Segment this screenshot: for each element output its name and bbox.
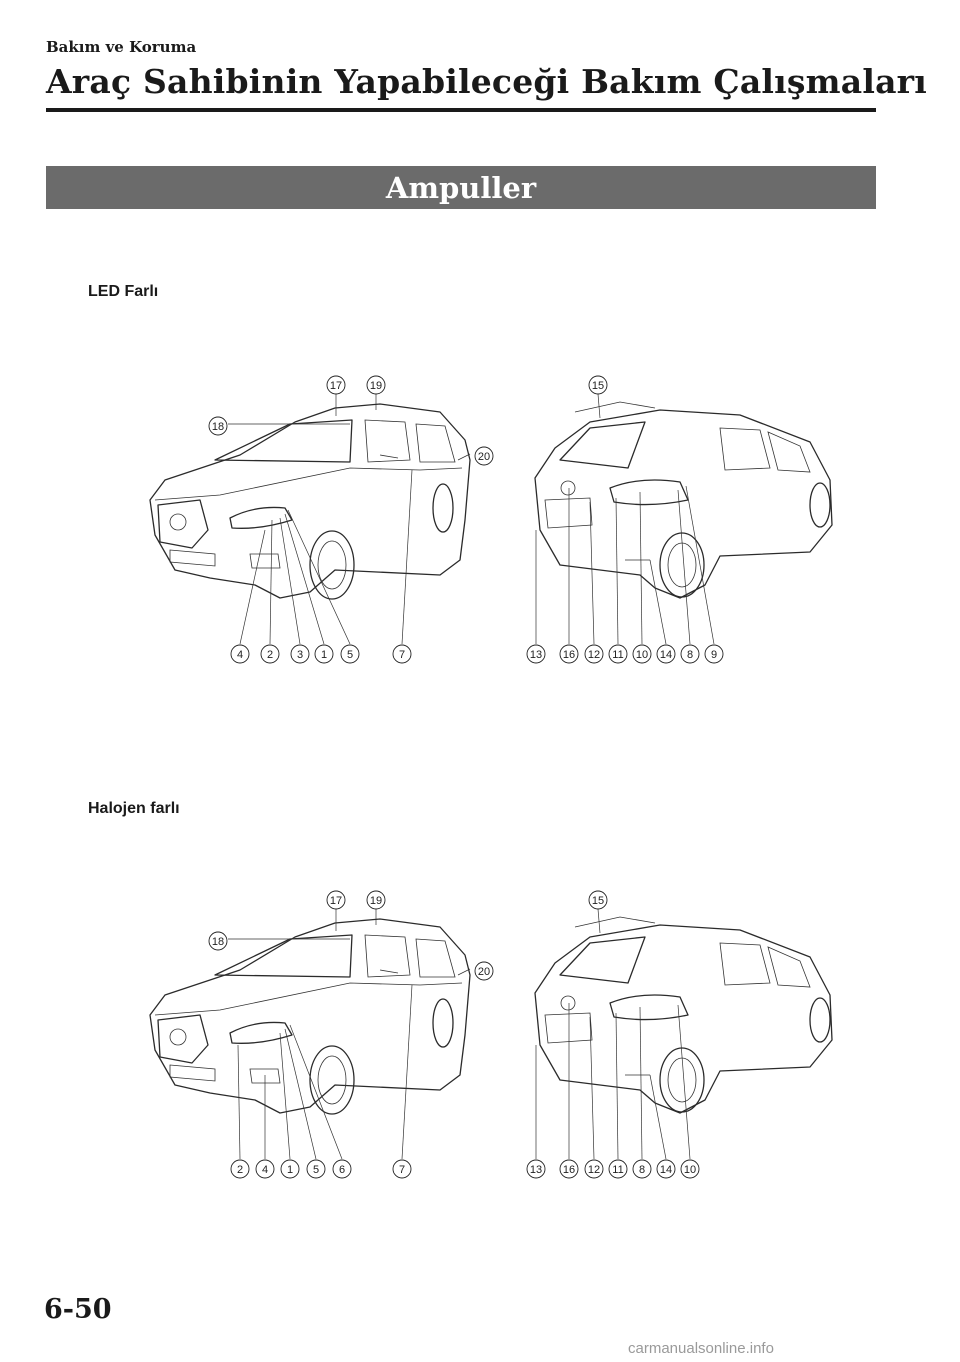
figure-label-led: LED Farlı (88, 283, 159, 300)
callout-number: 16 (562, 649, 576, 661)
bulb-location-diagram-halogen (120, 875, 840, 1195)
callout-number: 5 (312, 1164, 320, 1176)
callout-number: 10 (635, 649, 649, 661)
rear-callout-badges (527, 891, 699, 1178)
rear-leader-lines (536, 394, 714, 644)
section-banner (46, 166, 876, 209)
rear-callout-badges (527, 376, 723, 663)
callout-number: 18 (211, 421, 225, 433)
figure-halogen-headlamp (120, 875, 840, 1199)
callout-number: 9 (710, 649, 718, 661)
callout-number: 2 (266, 649, 274, 661)
callout-number: 20 (477, 451, 491, 463)
rear-car-illustration (535, 917, 832, 1113)
section-kicker: Bakım ve Koruma (46, 38, 197, 56)
callout-number: 4 (236, 649, 244, 661)
callout-number: 7 (398, 1164, 406, 1176)
callout-number: 14 (659, 1164, 673, 1176)
front-car-illustration (150, 404, 470, 599)
title-rule (46, 108, 876, 112)
callout-number: 3 (296, 649, 304, 661)
callout-number: 11 (612, 649, 624, 661)
front-callout-badges (209, 376, 493, 663)
figure-label-halogen: Halojen farlı (88, 800, 180, 817)
callout-number: 13 (529, 1164, 543, 1176)
callout-number: 15 (591, 895, 605, 907)
callout-number: 10 (683, 1164, 697, 1176)
callout-number: 13 (529, 649, 543, 661)
callout-number: 6 (338, 1164, 346, 1176)
callout-number: 8 (638, 1164, 646, 1176)
callout-number: 16 (562, 1164, 576, 1176)
callout-number: 18 (211, 936, 225, 948)
callout-number: 17 (329, 895, 343, 907)
callout-number: 19 (369, 895, 383, 907)
callout-number: 15 (591, 380, 605, 392)
chapter-title: Araç Sahibinin Yapabileceği Bakım Çalışmaları (46, 62, 928, 101)
rear-leader-lines (536, 909, 690, 1159)
callout-number: 12 (587, 1164, 601, 1176)
front-callout-badges (209, 891, 493, 1178)
callout-number: 11 (612, 1164, 624, 1176)
figure-led-headlamp (120, 360, 840, 684)
watermark: carmanualsonline.info (628, 1340, 774, 1357)
bulb-location-diagram-led (120, 360, 840, 680)
page-number: 6-50 (44, 1294, 112, 1325)
callout-number: 4 (261, 1164, 269, 1176)
callout-number: 5 (346, 649, 354, 661)
callout-number: 14 (659, 649, 673, 661)
callout-number: 2 (236, 1164, 244, 1176)
banner-title: Ampuller (385, 170, 537, 205)
callout-number: 1 (286, 1164, 294, 1176)
callout-number: 8 (686, 649, 694, 661)
callout-number: 19 (369, 380, 383, 392)
callout-number: 7 (398, 649, 406, 661)
callout-number: 12 (587, 649, 601, 661)
rear-car-illustration (535, 402, 832, 598)
callout-number: 1 (320, 649, 328, 661)
callout-number: 17 (329, 380, 343, 392)
callout-number: 20 (477, 966, 491, 978)
front-car-illustration (150, 919, 470, 1114)
